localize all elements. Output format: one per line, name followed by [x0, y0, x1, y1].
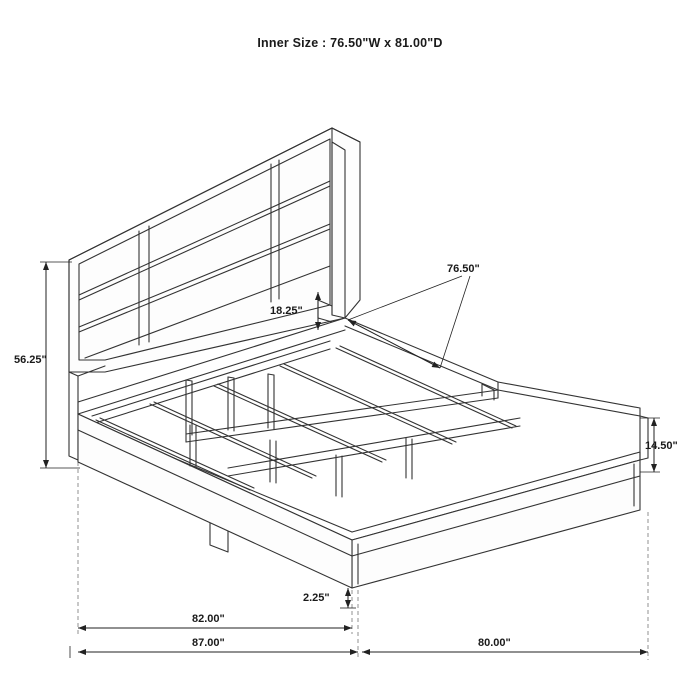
dim-label-overall-length: 87.00"	[192, 637, 225, 649]
dim-inner-width-leader	[348, 276, 470, 368]
dim-label-inner-length: 82.00"	[192, 613, 225, 625]
dim-label-overall-height: 56.25"	[14, 354, 47, 366]
headboard-panel	[69, 128, 360, 460]
dim-label-slat-clearance: 2.25"	[303, 592, 330, 604]
dim-label-overall-width: 80.00"	[478, 637, 511, 649]
dim-label-headboard-panel-height: 18.25"	[270, 305, 303, 317]
dim-label-inner-width: 76.50"	[447, 263, 480, 275]
dim-label-deck-height: 14.50"	[645, 440, 678, 452]
dim-slat-clearance	[340, 588, 356, 608]
page-title: Inner Size : 76.50"W x 81.00"D	[257, 36, 443, 50]
